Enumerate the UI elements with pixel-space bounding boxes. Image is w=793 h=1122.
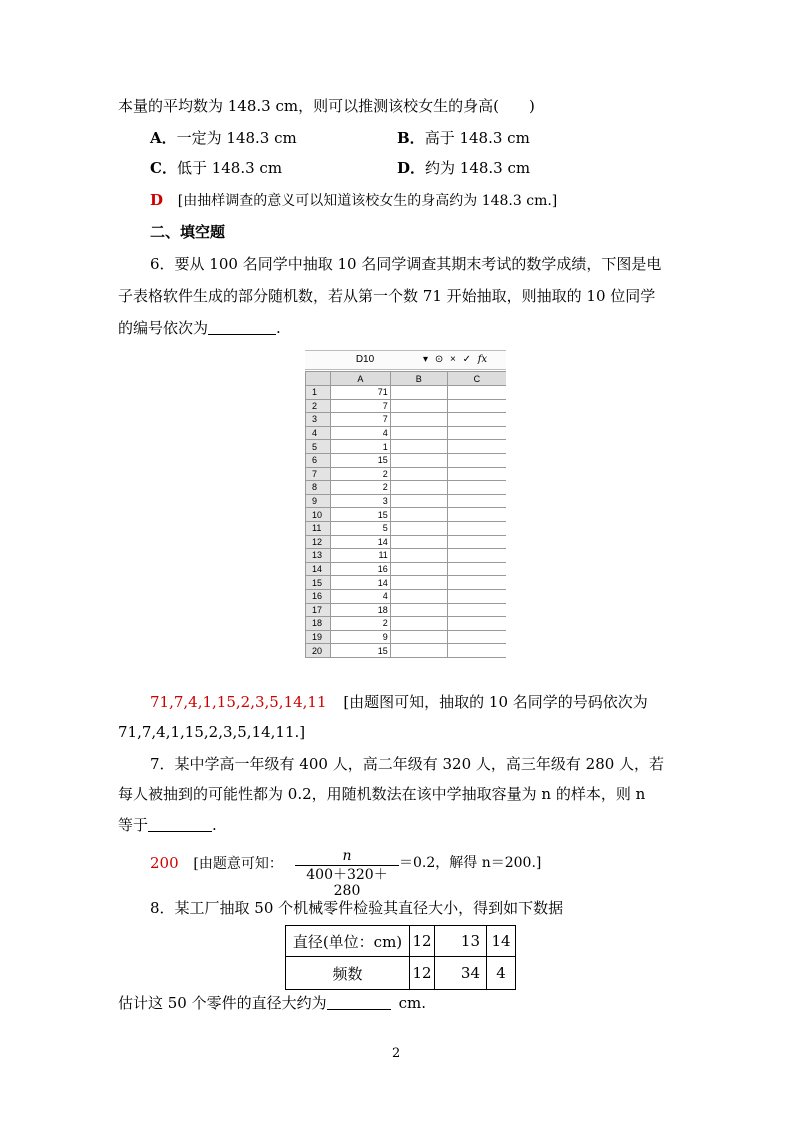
cell-c[interactable] bbox=[447, 467, 506, 481]
cell-c[interactable] bbox=[447, 508, 506, 522]
q6-line3-end: . bbox=[276, 319, 281, 337]
cell-b[interactable] bbox=[390, 549, 447, 563]
function-icon[interactable]: fx bbox=[477, 354, 488, 365]
option-text: 低于 148.3 cm bbox=[176, 159, 283, 177]
table-cell: 12 bbox=[410, 926, 435, 957]
q7-answer-line bbox=[150, 853, 283, 874]
cell-c[interactable] bbox=[447, 589, 506, 603]
table-row bbox=[306, 535, 507, 549]
cell-a[interactable]: 7 bbox=[330, 413, 390, 427]
corner-cell[interactable] bbox=[306, 372, 331, 386]
cell-b[interactable] bbox=[390, 413, 447, 427]
q7-answer-blank bbox=[148, 815, 212, 832]
cell-b[interactable] bbox=[390, 386, 447, 400]
q6-answer-line bbox=[150, 692, 648, 712]
confirm-icon[interactable]: ✓ bbox=[462, 354, 471, 365]
table-cell: 13 bbox=[435, 926, 487, 957]
q5-answer-line bbox=[150, 190, 557, 211]
q6-line1: 6．要从 100 名同学中抽取 10 名同学调查其期末考试的数学成绩，下图是电 bbox=[150, 255, 662, 273]
cell-c[interactable] bbox=[447, 521, 506, 535]
table-row bbox=[306, 440, 507, 454]
table-row bbox=[306, 562, 507, 576]
cell-a[interactable]: 71 bbox=[330, 386, 390, 400]
q6-explanation-a: [由题图可知，抽取的 10 名同学的号码依次为 bbox=[343, 693, 648, 711]
q7-line3-end: . bbox=[212, 816, 217, 834]
section-title: 二、填空题 bbox=[150, 223, 226, 241]
q8-line2-end: cm. bbox=[398, 994, 427, 1012]
spreadsheet bbox=[305, 350, 506, 677]
table-row bbox=[306, 467, 507, 481]
table-row bbox=[286, 957, 516, 990]
q7-explanation-pre: [由题意可知： bbox=[193, 856, 283, 872]
q7-fraction bbox=[295, 848, 399, 899]
cell-a[interactable]: 4 bbox=[330, 426, 390, 440]
cell-a[interactable]: 15 bbox=[330, 644, 390, 658]
q5-option-c bbox=[150, 158, 282, 178]
row-header[interactable]: 4 bbox=[306, 426, 331, 440]
cell-b[interactable] bbox=[390, 630, 447, 644]
table-cell: 直径(单位：cm) bbox=[286, 926, 410, 957]
table-cell: 12 bbox=[410, 957, 435, 990]
fraction-denominator: 400＋320＋280 bbox=[306, 867, 388, 899]
cell-b[interactable] bbox=[390, 399, 447, 413]
cell-b[interactable] bbox=[390, 562, 447, 576]
cell-b[interactable] bbox=[390, 440, 447, 454]
q8-line2-text: 估计这 50 个零件的直径大约为 bbox=[118, 994, 327, 1012]
cell-a[interactable]: 16 bbox=[330, 562, 390, 576]
cell-c[interactable] bbox=[447, 426, 506, 440]
cell-a[interactable]: 15 bbox=[330, 453, 390, 467]
formula-bar bbox=[305, 350, 506, 370]
page-number: 2 bbox=[392, 1046, 401, 1061]
row-header[interactable]: 18 bbox=[306, 617, 331, 631]
cell-a[interactable]: 11 bbox=[330, 549, 390, 563]
row-header[interactable]: 16 bbox=[306, 589, 331, 603]
cell-b[interactable] bbox=[390, 494, 447, 508]
cell-c[interactable] bbox=[447, 453, 506, 467]
q7-answer: 200 bbox=[150, 854, 179, 872]
table-row bbox=[306, 630, 507, 644]
q8-line1: 8．某工厂抽取 50 个机械零件检验其直径大小，得到如下数据 bbox=[150, 899, 564, 917]
cell-a[interactable]: 2 bbox=[330, 481, 390, 495]
q8-answer-blank bbox=[327, 993, 391, 1010]
circle-icon[interactable]: ⊙ bbox=[434, 354, 444, 365]
table-row bbox=[306, 481, 507, 495]
option-text: 一定为 148.3 cm bbox=[176, 129, 297, 147]
cell-c[interactable] bbox=[447, 440, 506, 454]
cell-c[interactable] bbox=[447, 617, 506, 631]
option-label: C． bbox=[150, 159, 177, 177]
row-header[interactable]: 11 bbox=[306, 521, 331, 535]
q5-explanation: [由抽样调查的意义可以知道该校女生的身高约为 148.3 cm.] bbox=[177, 193, 558, 209]
row-header[interactable]: 20 bbox=[306, 644, 331, 658]
q5-answer: D bbox=[150, 191, 164, 209]
table-cell: 14 bbox=[487, 926, 516, 957]
q7-line2: 每人被抽到的可能性都为 0.2，用随机数法在该中学抽取容量为 n 的样本，则 n bbox=[118, 785, 646, 803]
row-header[interactable]: 15 bbox=[306, 576, 331, 590]
cell-b[interactable] bbox=[390, 617, 447, 631]
q5-option-d bbox=[397, 158, 530, 178]
row-header[interactable]: 13 bbox=[306, 549, 331, 563]
row-header[interactable]: 8 bbox=[306, 481, 331, 495]
diameter-table bbox=[285, 925, 516, 990]
cell-a[interactable]: 7 bbox=[330, 399, 390, 413]
row-header[interactable]: 7 bbox=[306, 467, 331, 481]
cell-b[interactable] bbox=[390, 603, 447, 617]
q7-line3 bbox=[118, 815, 217, 835]
spreadsheet-grid bbox=[305, 371, 506, 658]
cell-reference: D10 bbox=[355, 354, 375, 365]
cancel-icon[interactable]: × bbox=[449, 354, 456, 365]
row-header[interactable]: 19 bbox=[306, 630, 331, 644]
table-row bbox=[306, 453, 507, 467]
cell-a[interactable]: 5 bbox=[330, 521, 390, 535]
q5-option-b bbox=[397, 128, 530, 148]
table-row bbox=[306, 521, 507, 535]
cell-c[interactable] bbox=[447, 603, 506, 617]
cell-a[interactable]: 18 bbox=[330, 603, 390, 617]
row-header[interactable]: 6 bbox=[306, 453, 331, 467]
column-header-a[interactable]: A bbox=[330, 372, 390, 386]
row-header[interactable]: 2 bbox=[306, 399, 331, 413]
row-header[interactable]: 1 bbox=[306, 386, 331, 400]
cell-b[interactable] bbox=[390, 589, 447, 603]
cell-c[interactable] bbox=[447, 630, 506, 644]
cell-a[interactable]: 2 bbox=[330, 467, 390, 481]
table-row bbox=[306, 413, 507, 427]
fraction-numerator: n bbox=[342, 848, 352, 864]
q6-line3 bbox=[118, 318, 281, 338]
cell-c[interactable] bbox=[447, 481, 506, 495]
q5-stem-tail: 本量的平均数为 148.3 cm，则可以推测该校女生的身高( ) bbox=[118, 97, 535, 115]
table-row bbox=[306, 589, 507, 603]
cell-b[interactable] bbox=[390, 426, 447, 440]
cell-c[interactable] bbox=[447, 644, 506, 658]
cell-c[interactable] bbox=[447, 386, 506, 400]
cell-c[interactable] bbox=[447, 549, 506, 563]
table-row bbox=[306, 644, 507, 658]
cell-b[interactable] bbox=[390, 535, 447, 549]
cell-c[interactable] bbox=[447, 413, 506, 427]
fraction-bar bbox=[295, 865, 399, 866]
column-header-b[interactable]: B bbox=[390, 372, 447, 386]
option-label: D． bbox=[397, 159, 426, 177]
q7-line3-text: 等于 bbox=[118, 816, 149, 834]
cell-c[interactable] bbox=[447, 562, 506, 576]
table-row bbox=[306, 576, 507, 590]
row-header[interactable]: 12 bbox=[306, 535, 331, 549]
row-header[interactable]: 3 bbox=[306, 413, 331, 427]
q5-option-a bbox=[150, 128, 297, 148]
cell-a[interactable]: 4 bbox=[330, 589, 390, 603]
cell-b[interactable] bbox=[390, 576, 447, 590]
cell-a[interactable]: 15 bbox=[330, 508, 390, 522]
option-label: B． bbox=[397, 129, 425, 147]
cell-a[interactable]: 3 bbox=[330, 494, 390, 508]
cell-a[interactable]: 9 bbox=[330, 630, 390, 644]
table-row bbox=[306, 549, 507, 563]
cell-c[interactable] bbox=[447, 576, 506, 590]
cell-c[interactable] bbox=[447, 535, 506, 549]
q7-explanation-post: ＝0.2，解得 n＝200.] bbox=[399, 855, 542, 871]
cell-a[interactable]: 1 bbox=[330, 440, 390, 454]
column-header-row bbox=[306, 372, 507, 386]
q8-line2 bbox=[118, 993, 426, 1013]
q6-explanation-b: 71,7,4,1,15,2,3,5,14,11.] bbox=[118, 723, 306, 741]
table-cell: 34 bbox=[435, 957, 487, 990]
cell-b[interactable] bbox=[390, 467, 447, 481]
cell-b[interactable] bbox=[390, 644, 447, 658]
row-header[interactable]: 10 bbox=[306, 508, 331, 522]
cell-b[interactable] bbox=[390, 508, 447, 522]
q6-answer-blank bbox=[208, 318, 276, 335]
q7-line1: 7．某中学高一年级有 400 人，高二年级有 320 人，高三年级有 280 人，若 bbox=[150, 755, 665, 773]
column-header-c[interactable]: C bbox=[447, 372, 506, 386]
row-header[interactable]: 5 bbox=[306, 440, 331, 454]
table-row bbox=[306, 426, 507, 440]
table-cell: 频数 bbox=[286, 957, 410, 990]
option-text: 约为 148.3 cm bbox=[425, 159, 531, 177]
q6-line2: 子表格软件生成的部分随机数，若从第一个数 71 开始抽取，则抽取的 10 位同学 bbox=[118, 287, 656, 305]
formula-icons bbox=[423, 352, 505, 368]
table-row bbox=[306, 617, 507, 631]
table-row bbox=[286, 926, 516, 957]
cell-b[interactable] bbox=[390, 481, 447, 495]
table-row bbox=[306, 508, 507, 522]
cell-b[interactable] bbox=[390, 453, 447, 467]
q6-answer: 71,7,4,1,15,2,3,5,14,11 bbox=[150, 693, 327, 711]
table-row bbox=[306, 494, 507, 508]
cell-c[interactable] bbox=[447, 494, 506, 508]
option-text: 高于 148.3 cm bbox=[424, 129, 530, 147]
name-box[interactable] bbox=[305, 351, 425, 369]
option-label: A． bbox=[150, 129, 177, 147]
row-header[interactable]: 9 bbox=[306, 494, 331, 508]
cell-a[interactable]: 14 bbox=[330, 535, 390, 549]
row-header[interactable]: 14 bbox=[306, 562, 331, 576]
table-row bbox=[306, 386, 507, 400]
cell-c[interactable] bbox=[447, 399, 506, 413]
table-row bbox=[306, 603, 507, 617]
cell-a[interactable]: 14 bbox=[330, 576, 390, 590]
row-header[interactable]: 17 bbox=[306, 603, 331, 617]
dropdown-icon[interactable]: ▾ bbox=[423, 354, 429, 365]
q6-line3-text: 的编号依次为 bbox=[118, 319, 209, 337]
table-row bbox=[306, 399, 507, 413]
cell-b[interactable] bbox=[390, 521, 447, 535]
table-cell: 4 bbox=[487, 957, 516, 990]
cell-a[interactable]: 2 bbox=[330, 617, 390, 631]
